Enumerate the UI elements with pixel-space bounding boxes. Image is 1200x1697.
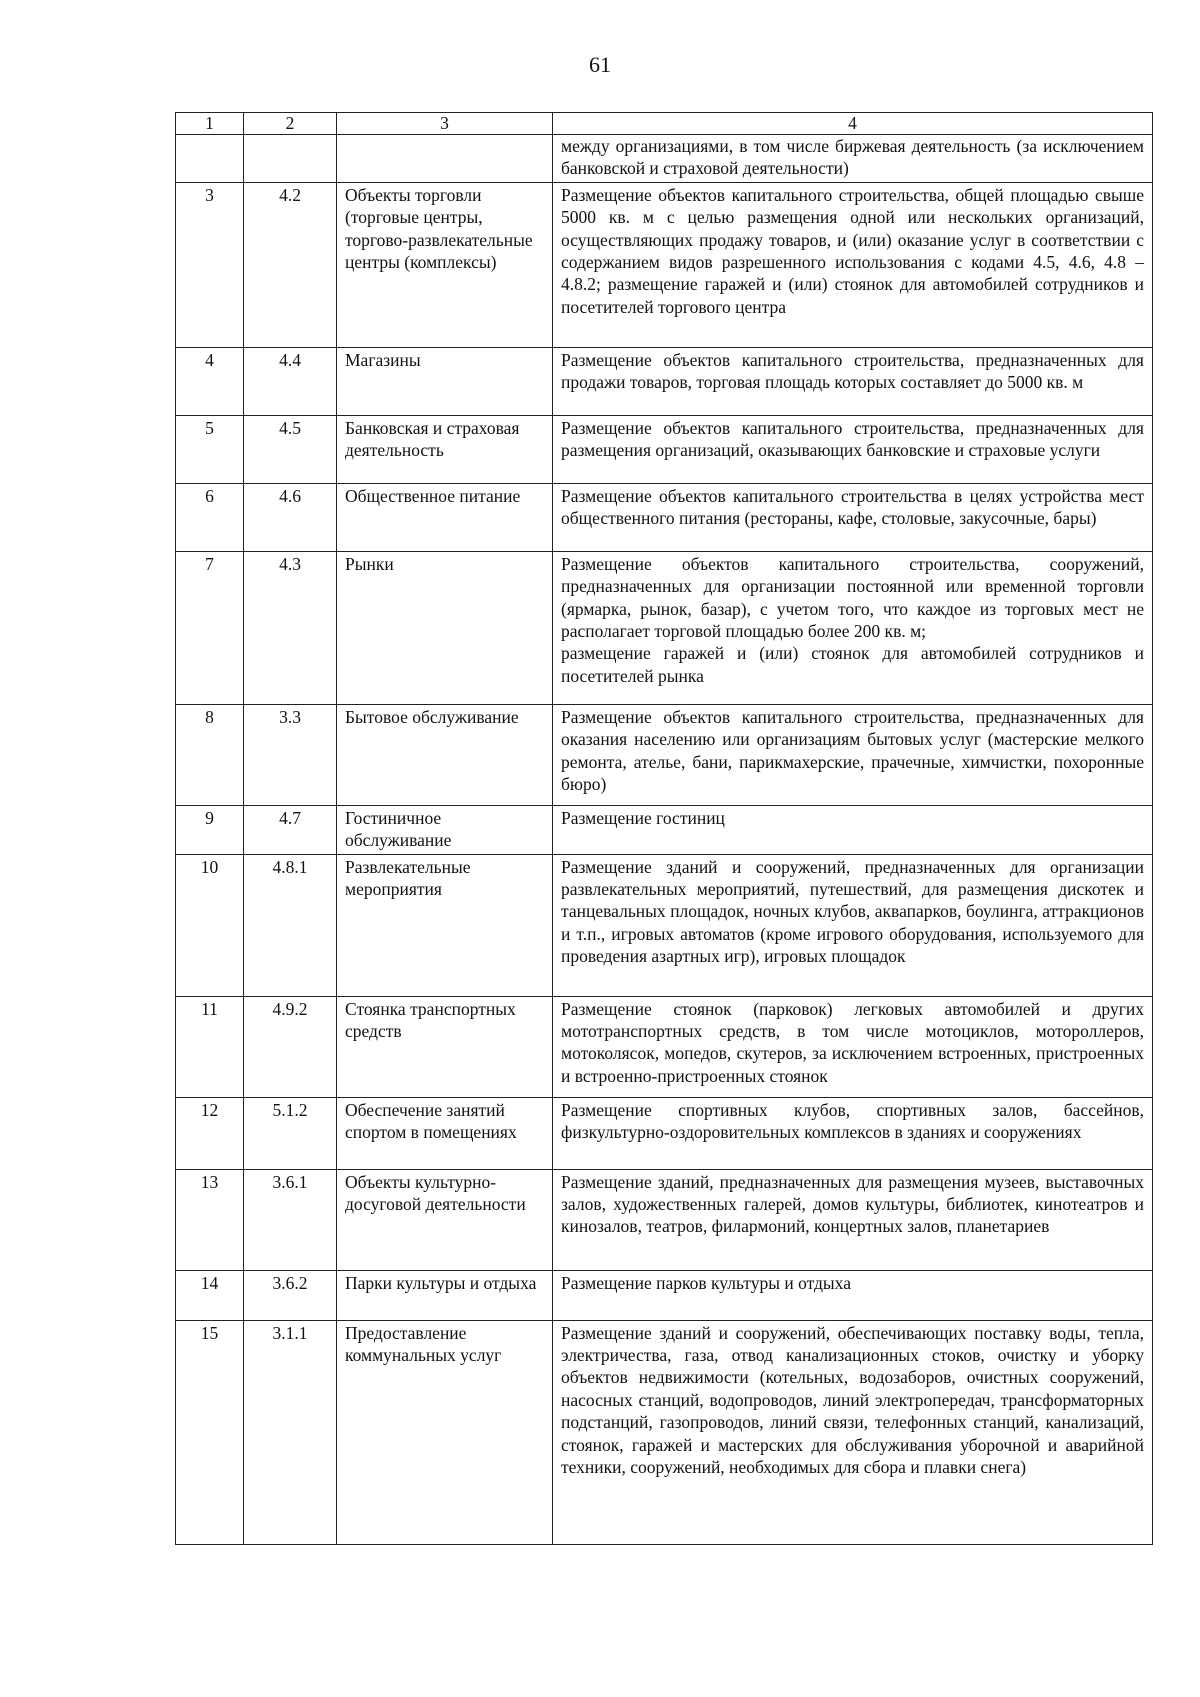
table-row [176, 551, 1153, 704]
land-use-table [175, 112, 1153, 1545]
use-name-cell: Развлекательные мероприятия [337, 854, 553, 996]
description-paragraph: Размещение гостиниц [561, 807, 725, 828]
use-name-cell: Предоставление коммунальных услуг [337, 1320, 553, 1544]
row-number-cell: 9 [176, 805, 244, 854]
description-paragraph: Размещение зданий и сооружений, предназначенных для организации развлекательных мероприятий, путешествий, для размещения дискотек и танцевальных площадок, ночных клубов, аквапарков, боулинга, аттракционов и т.п., игровых автоматов (кроме игрового оборудования, используемого для проведения азартных игр), игровых площадок [561, 856, 1144, 967]
table-row [176, 854, 1153, 996]
row-number-cell: 7 [176, 551, 244, 704]
use-code-cell: 4.8.1 [244, 854, 337, 996]
use-code-cell: 4.2 [244, 182, 337, 347]
use-name-cell: Парки культуры и отдыха [337, 1270, 553, 1320]
use-code-cell: 4.9.2 [244, 996, 337, 1097]
table-row [176, 996, 1153, 1097]
use-description-cell [553, 347, 1153, 415]
use-description-cell [553, 854, 1153, 996]
description-paragraph: Размещение объектов капитального строительства, предназначенных для продажи товаров, торговая площадь которых составляет до 5000 кв. м [561, 349, 1144, 393]
use-description-cell [553, 415, 1153, 483]
row-number-cell: 8 [176, 704, 244, 805]
use-code-cell: 4.7 [244, 805, 337, 854]
header-cell-4: 4 [553, 113, 1153, 135]
table-row [176, 135, 1153, 183]
use-code-cell: 3.1.1 [244, 1320, 337, 1544]
table-header-row [176, 113, 1153, 135]
use-code-cell: 3.3 [244, 704, 337, 805]
header-cell-1: 1 [176, 113, 244, 135]
row-number-cell: 13 [176, 1169, 244, 1270]
description-paragraph: размещение гаражей и (или) стоянок для автомобилей сотрудников и посетителей рынка [561, 643, 1144, 686]
description-paragraph: Размещение зданий, предназначенных для размещения музеев, выставочных залов, художественных галерей, домов культуры, библиотек, кинотеатров и кинозалов, театров, филармоний, концертных залов, планетариев [561, 1171, 1144, 1237]
use-description-cell [553, 135, 1153, 183]
use-description-cell [553, 1320, 1153, 1544]
description-paragraph: между организациями, в том числе биржевая деятельность (за исключением банковской и страховой деятельности) [561, 136, 1144, 179]
use-code-cell: 3.6.1 [244, 1169, 337, 1270]
table-row [176, 483, 1153, 551]
row-number-cell: 12 [176, 1097, 244, 1169]
row-number-cell: 10 [176, 854, 244, 996]
use-name-cell: Объекты культурно-досуговой деятельности [337, 1169, 553, 1270]
table-row [176, 347, 1153, 415]
use-code-cell: 4.4 [244, 347, 337, 415]
use-name-cell: Стоянка транспортных средств [337, 996, 553, 1097]
use-name-cell: Банковская и страховая деятельность [337, 415, 553, 483]
row-number-cell: 4 [176, 347, 244, 415]
row-number-cell: 15 [176, 1320, 244, 1544]
description-paragraph: Размещение объектов капитального строительства, сооружений, предназначенных для организации постоянной или временной торговли (ярмарка, рынок, базар), с учетом того, что каждое из торговых мест не располагает торговой площадью более 200 кв. м; [561, 553, 1144, 642]
description-paragraph: Размещение зданий и сооружений, обеспечивающих поставку воды, тепла, электричества, газа, отвод канализационных стоков, очистку и уборку объектов недвижимости (котельных, водозаборов, очистных сооружений, насосных станций, водопроводов, линий электропередач, трансформаторных подстанций, газопроводов, линий связи, телефонных станций, канализаций, стоянок, гаражей и мастерских для обслуживания уборочной и аварийной техники, сооружений, необходимых для сбора и плавки снега) [561, 1322, 1144, 1478]
header-cell-2: 2 [244, 113, 337, 135]
use-name-cell: Гостиничное обслуживание [337, 805, 553, 854]
use-code-cell: 4.3 [244, 551, 337, 704]
table-row [176, 182, 1153, 347]
description-paragraph: Размещение объектов капитального строительства в целях устройства мест общественного питания (рестораны, кафе, столовые, закусочные, бары) [561, 485, 1144, 529]
row-number-cell: 11 [176, 996, 244, 1097]
use-code-cell: 5.1.2 [244, 1097, 337, 1169]
use-name-cell: Объекты торговли (торговые центры, торгово-развлекательные центры (комплексы) [337, 182, 553, 347]
description-paragraph: Размещение объектов капитального строительства, предназначенных для оказания населению или организациям бытовых услуг (мастерские мелкого ремонта, ателье, бани, парикмахерские, прачечные, химчистки, похоронные бюро) [561, 706, 1144, 795]
use-code-cell: 4.6 [244, 483, 337, 551]
row-number-cell [176, 135, 244, 183]
use-name-cell: Бытовое обслуживание [337, 704, 553, 805]
use-description-cell [553, 483, 1153, 551]
page-number: 61 [589, 52, 611, 77]
row-number-cell: 14 [176, 1270, 244, 1320]
table-row [176, 1320, 1153, 1544]
use-name-cell: Обеспечение занятий спортом в помещениях [337, 1097, 553, 1169]
use-code-cell: 4.5 [244, 415, 337, 483]
description-paragraph: Размещение объектов капитального строительства, предназначенных для размещения организаций, оказывающих банковские и страховые услуги [561, 417, 1144, 461]
row-number-cell: 6 [176, 483, 244, 551]
table-row [176, 415, 1153, 483]
description-paragraph: Размещение спортивных клубов, спортивных залов, бассейнов, физкультурно-оздоровительных комплексов в зданиях и сооружениях [561, 1099, 1144, 1143]
use-description-cell [553, 996, 1153, 1097]
use-code-cell [244, 135, 337, 183]
use-name-cell [337, 135, 553, 183]
use-description-cell [553, 805, 1153, 854]
table-row [176, 1097, 1153, 1169]
use-code-cell: 3.6.2 [244, 1270, 337, 1320]
description-paragraph: Размещение парков культуры и отдыха [561, 1272, 851, 1293]
description-paragraph: Размещение объектов капитального строительства, общей площадью свыше 5000 кв. м с целью размещения одной или нескольких организаций, осуществляющих продажу товаров, и (или) оказание услуг в соответствии с содержанием видов разрешенного использования с кодами 4.5, 4.6, 4.8 – 4.8.2; размещение гаражей и (или) стоянок для автомобилей сотрудников и посетителей торгового центра [561, 184, 1144, 317]
use-name-cell: Рынки [337, 551, 553, 704]
header-cell-3: 3 [337, 113, 553, 135]
description-paragraph: Размещение стоянок (парковок) легковых автомобилей и других мототранспортных средств, в том числе мотоциклов, мотороллеров, мотоколясок, мопедов, скутеров, за исключением встроенных, пристроенных и встроенно-пристроенных стоянок [561, 998, 1144, 1086]
use-description-cell [553, 1270, 1153, 1320]
use-name-cell: Общественное питание [337, 483, 553, 551]
table-row [176, 1169, 1153, 1270]
row-number-cell: 5 [176, 415, 244, 483]
use-description-cell [553, 551, 1153, 704]
table-row [176, 805, 1153, 854]
row-number-cell: 3 [176, 182, 244, 347]
use-description-cell [553, 1169, 1153, 1270]
table-row [176, 704, 1153, 805]
use-name-cell: Магазины [337, 347, 553, 415]
table-row [176, 1270, 1153, 1320]
use-description-cell [553, 704, 1153, 805]
use-description-cell [553, 1097, 1153, 1169]
use-description-cell [553, 182, 1153, 347]
